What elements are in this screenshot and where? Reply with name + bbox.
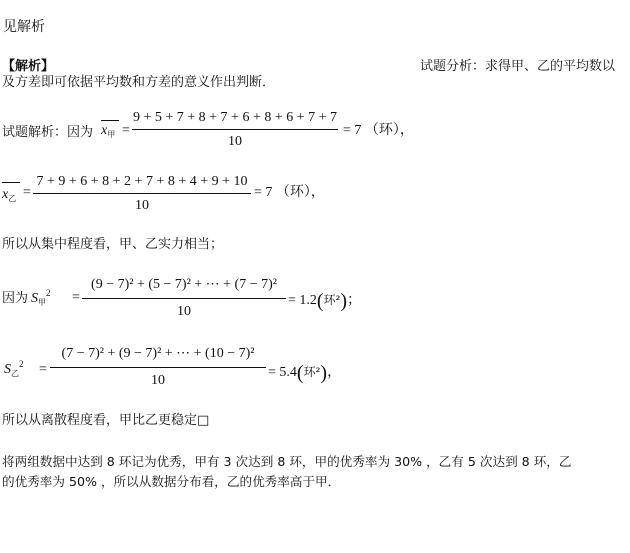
dispersion-mark: □ [197,413,210,428]
variance-jia-result: = 1.2(环²)； [288,290,362,312]
variance-yi-denominator: 10 [151,373,165,388]
mean-jia-result: = 7 （环）， [343,123,414,138]
variance-yi-fraction [50,345,266,389]
mean-yi-denominator: 10 [135,198,149,213]
mean-yi-fraction [33,174,251,214]
page-title: 见解析 [3,19,45,35]
mean-yi-result: = 7 （环）， [254,185,325,200]
mean-yi-numerator: 7 + 9 + 6 + 8 + 2 + 7 + 8 + 4 + 9 + 10 [36,174,248,189]
mean-yi-overline [2,182,20,183]
dispersion-text: 所以从离散程度看，甲比乙更稳定□ [2,413,210,428]
mean-jia-symbol: $x_甲$ [101,123,116,139]
mean-jia-fraction [132,110,338,150]
variance-intro: 因为 [2,291,29,306]
variance-yi-symbol: $S_乙^2$ [4,359,24,378]
excellence-line-2: 的优秀率为 50% ，所以从数据分布看，乙的优秀率高于甲． [2,474,341,489]
mean-jia-numerator: 9 + 5 + 7 + 8 + 7 + 6 + 8 + 6 + 7 + 7 [132,110,338,125]
variance-yi-numerator: (7 − 7)² + (9 − 7)² + ⋯ + (10 − 7)² [61,346,255,361]
analysis-tag: 【解析】 [2,59,55,74]
variance-yi-result: = 5.4(环²)， [268,362,342,384]
fraction-bar [132,129,338,130]
excellence-line-1: 将两组数据中达到 8 环记为优秀，甲有 3 次达到 8 环，甲的优秀率为 30% ，乙有 5 次达到 8 环，乙 [2,454,572,469]
variance-jia-symbol: $S_甲^2$ [31,288,51,307]
concentration-text: 所以从集中程度看，甲、乙实力相当； [2,237,224,252]
solution-intro: 试题解析：因为 [2,125,94,140]
variance-jia-denominator: 10 [177,304,191,319]
fraction-bar [82,298,286,299]
analysis-hint-tail: 及方差即可依据平均数和方差的意义作出判断． [2,75,276,90]
mean-yi-symbol: $x_乙$ [2,187,17,203]
mean-jia-overline [101,120,119,121]
fraction-bar [33,193,251,194]
variance-jia-numerator: (9 − 7)² + (5 − 7)² + ⋯ + (7 − 7)² [91,277,277,292]
variance-jia-fraction [82,276,286,320]
analysis-hint-head: 试题分析：求得甲、乙的平均数以 [420,59,616,74]
mean-jia-denominator: 10 [228,134,242,149]
fraction-bar [50,367,266,368]
